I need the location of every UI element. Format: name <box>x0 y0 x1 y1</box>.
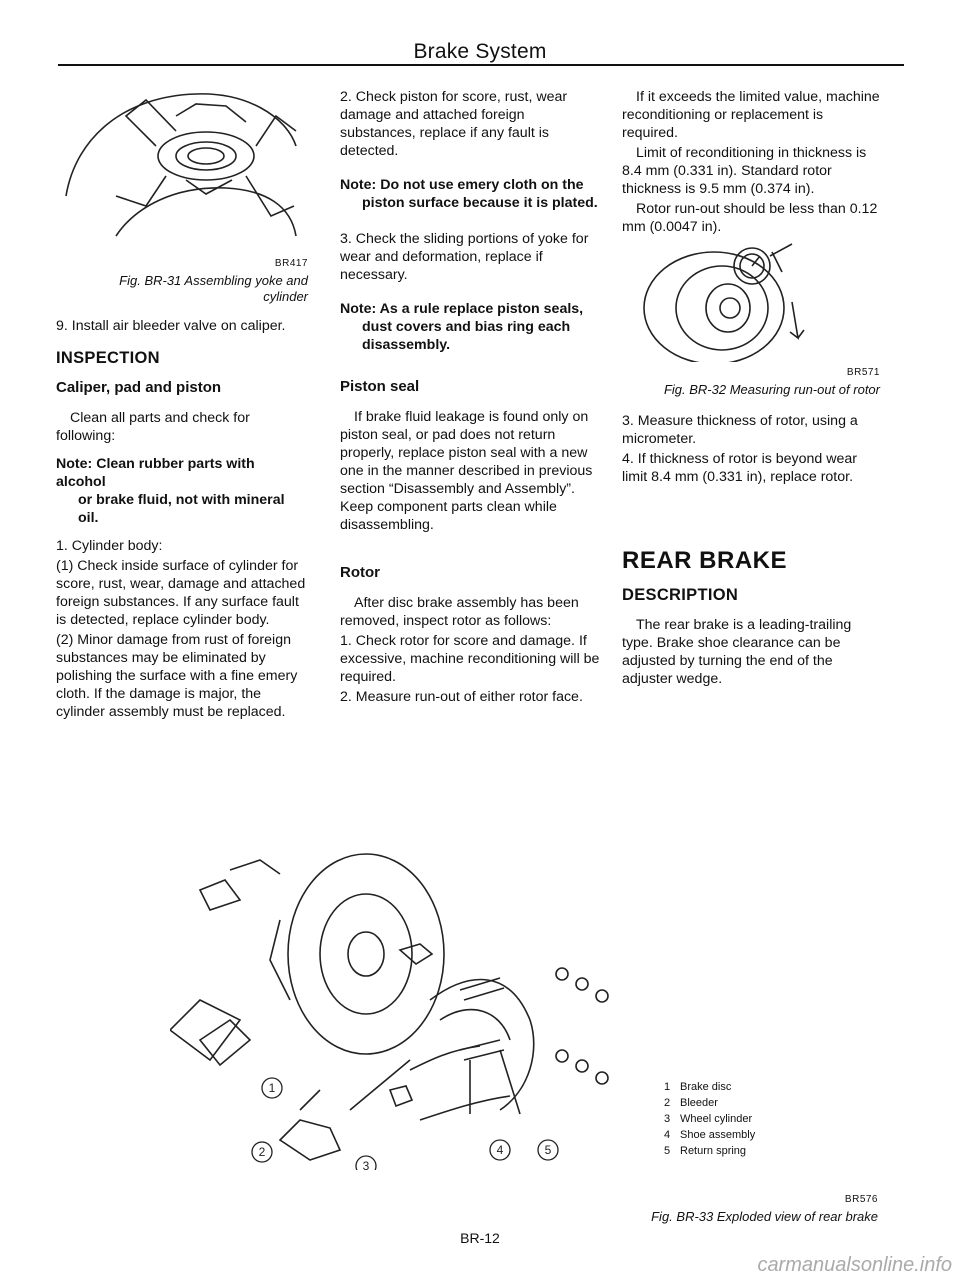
item-sliding-portions: 3. Check the sliding portions of yoke for wear and deformation, replace if necessary. <box>340 231 589 283</box>
watermark: carmanualsonline.info <box>757 1254 952 1276</box>
step-measure-thickness: 3. Measure thickness of rotor, using a micrometer. <box>622 413 858 447</box>
rotor-step-2: 2. Measure run-out of either rotor face. <box>340 689 583 705</box>
callout-3: 3 <box>362 1159 370 1170</box>
page-number: BR-12 <box>460 1230 500 1246</box>
yoke-cylinder-illustration <box>56 76 306 256</box>
legend-item: 2 Bleeder <box>664 1097 718 1109</box>
page-title: Brake System <box>413 40 547 63</box>
heading-rear-brake: REAR BRAKE <box>622 547 788 574</box>
note-emery <box>340 176 600 212</box>
callout-4: 4 <box>496 1143 504 1157</box>
heading-rotor: Rotor <box>340 564 380 581</box>
figure-code: BR417 <box>274 258 308 269</box>
figure-caption: Fig. BR-33 Exploded view of rear brake <box>651 1209 878 1224</box>
item-minor-damage: (2) Minor damage from rust of foreign substances may be eliminated by polishing the surface with a fine emery cloth. If the damage is major, the cylinder assembly must be replaced. <box>56 632 298 720</box>
legend-item: 4 Shoe assembly <box>664 1129 756 1141</box>
figure-legend <box>664 1079 755 1159</box>
note-line: dust covers and bias ring each disassembly. <box>362 319 571 353</box>
paragraph-description: The rear brake is a leading-trailing type. Brake shoe clearance can be adjusted by turning the end of the adjuster wedge. <box>622 617 852 687</box>
column-2 <box>340 88 600 716</box>
note-replace-seals <box>340 300 600 354</box>
figure-code: BR571 <box>846 367 880 378</box>
heading-piston-seal: Piston seal <box>340 378 420 395</box>
heading-inspection: INSPECTION <box>56 349 160 367</box>
paragraph-limit: If it exceeds the limited value, machine reconditioning or replacement is required. <box>622 89 880 141</box>
callout-1: 1 <box>268 1081 276 1095</box>
figure-caption: Fig. BR-32 Measuring run-out of rotor <box>663 382 880 397</box>
callout-5: 5 <box>544 1143 552 1157</box>
figure-code: BR576 <box>844 1194 878 1205</box>
paragraph-rotor: After disc brake assembly has been removed, inspect rotor as follows: <box>340 595 579 629</box>
legend-item: 5 Return spring <box>664 1145 747 1157</box>
heading-description: DESCRIPTION <box>622 586 739 604</box>
note-clean-rubber <box>56 455 308 527</box>
heading-caliper: Caliper, pad and piston <box>56 379 222 396</box>
callout-2: 2 <box>258 1145 266 1159</box>
paragraph-runout: Rotor run-out should be less than 0.12 mm (0.0047 in). <box>622 201 878 235</box>
legend-item: 3 Wheel cylinder <box>664 1113 753 1125</box>
step-9: 9. Install air bleeder valve on caliper. <box>56 318 286 334</box>
column-1 <box>56 76 308 731</box>
item-cylinder-body: 1. Cylinder body: <box>56 538 163 554</box>
item-check-surface: (1) Check inside surface of cylinder for score, rust, wear, damage and attached foreign substances. If any surface fault is detected, replace cylinder body. <box>56 558 306 628</box>
rotor-step-1: 1. Check rotor for score and damage. If excessive, machine reconditioning will be required. <box>340 633 600 685</box>
note-line: piston surface because it is plated. <box>362 195 598 211</box>
rear-brake-exploded-illustration <box>170 850 640 1170</box>
note-line: Note: Do not use emery cloth on the <box>340 177 584 193</box>
note-line: Note: Clean rubber parts with alcohol <box>56 456 255 490</box>
item-check-piston: 2. Check piston for score, rust, wear damage and attached foreign substances, replace if any fault is detected. <box>340 89 568 159</box>
paragraph-piston-seal: If brake fluid leakage is found only on piston seal, or pad does not return properly, replace piston seal with a new one in the manner described in previous section “Disassembly and Assembly”. Keep component parts clean while disassembling. <box>340 409 593 533</box>
paragraph-clean: Clean all parts and check for following: <box>56 410 250 444</box>
runout-measure-illustration <box>622 242 872 362</box>
note-line: Note: As a rule replace piston seals, <box>340 301 584 317</box>
figure-caption: Fig. BR-31 Assembling yoke and cylinder <box>119 273 308 304</box>
legend-item: 1 Brake disc <box>664 1081 732 1093</box>
note-line: or brake fluid, not with mineral oil. <box>78 492 285 526</box>
header-rule <box>58 64 904 66</box>
column-3 <box>622 88 880 698</box>
step-replace-rotor: 4. If thickness of rotor is beyond wear limit 8.4 mm (0.331 in), replace rotor. <box>622 451 857 485</box>
paragraph-limit-thickness: Limit of reconditioning in thickness is 8.4 mm (0.331 in). Standard rotor thickness is 9.5 mm (0.374 in). <box>622 145 867 197</box>
